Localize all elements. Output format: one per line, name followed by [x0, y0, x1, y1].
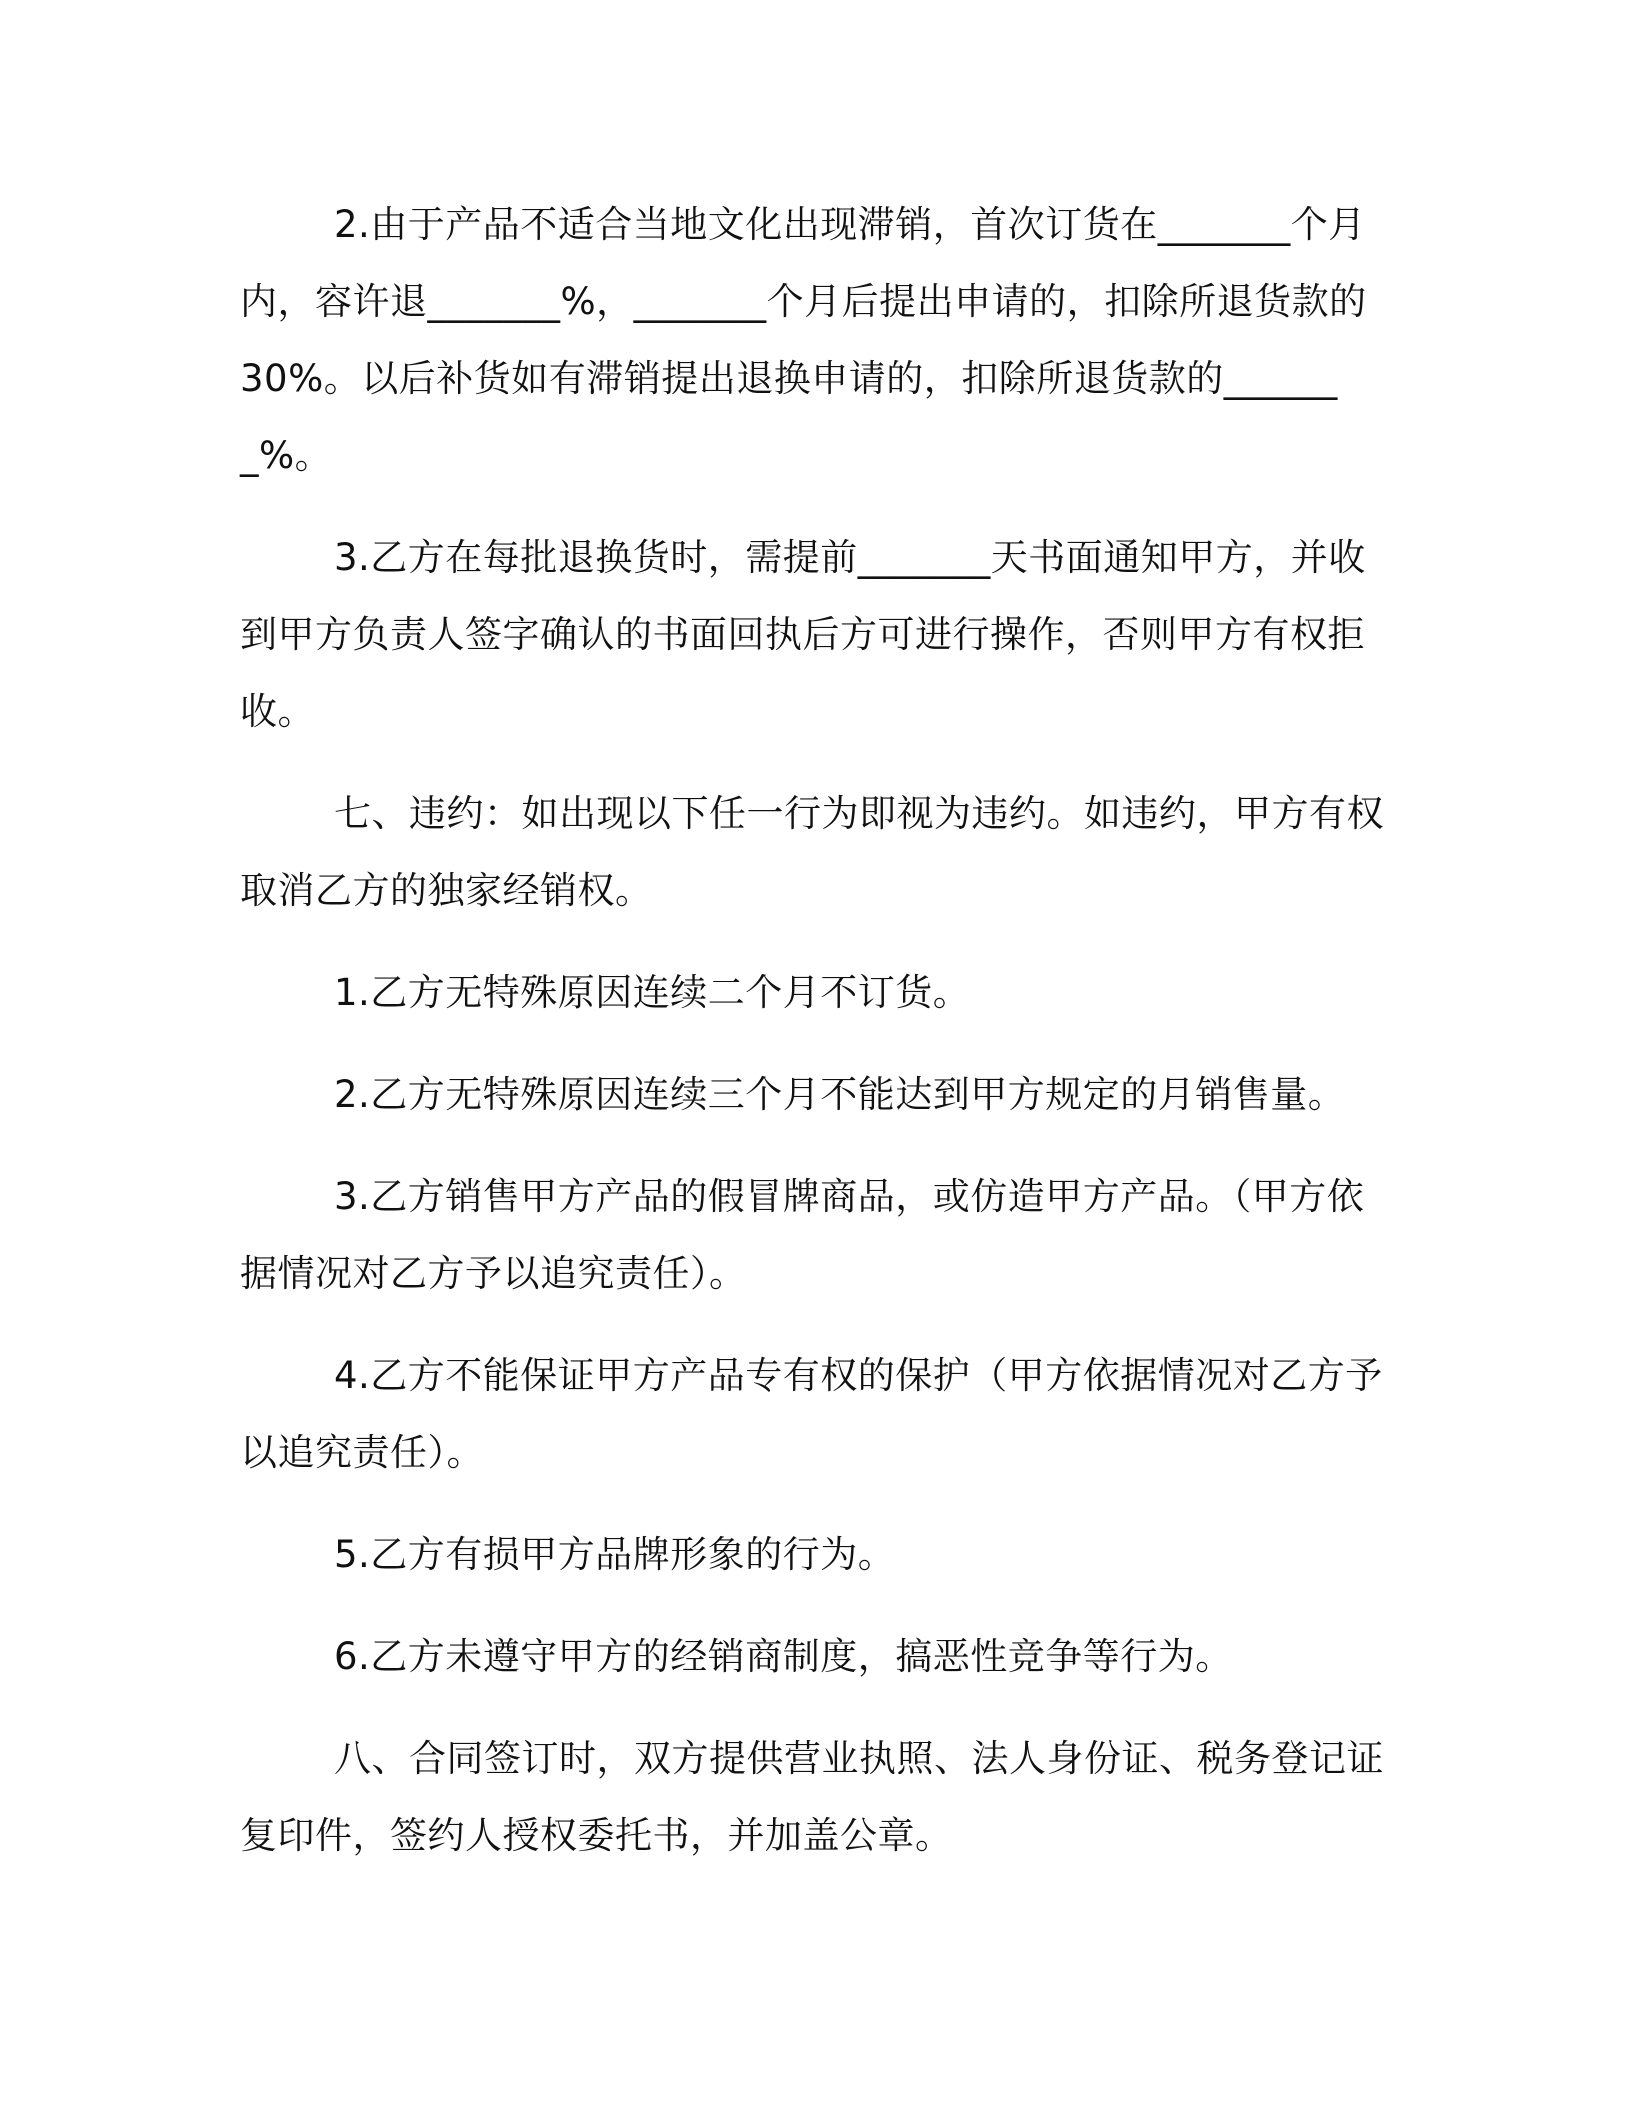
paragraph-return-notice: 3.乙方在每批退换货时，需提前_______天书面通知甲方，并收到甲方负责人签字确认的书面回执后方可进行操作，否则甲方有权拒收。	[240, 536, 1366, 733]
paragraph-return-terms: 2.由于产品不适合当地文化出现滞销，首次订货在_______个月内，容许退_______%，_______个月后提出申请的，扣除所退货款的30%。以后补货如有滞销提出退换申请的，扣除所退货款的_______%。	[240, 203, 1367, 477]
paragraph-breach-item-2: 2.乙方无特殊原因连续三个月不能达到甲方规定的月销售量。	[334, 1073, 1346, 1116]
paragraph-breach-heading: 七、违约：如出现以下任一行为即视为违约。如违约，甲方有权取消乙方的独家经销权。	[240, 792, 1384, 912]
document-body	[240, 186, 1390, 1899]
paragraph-breach-item-1: 1.乙方无特殊原因连续二个月不订货。	[334, 971, 971, 1014]
paragraph-breach-item-6: 6.乙方未遵守甲方的经销商制度，搞恶性竞争等行为。	[334, 1635, 1233, 1678]
paragraph-contract-signing: 八、合同签订时，双方提供营业执照、法人身份证、税务登记证复印件，签约人授权委托书，并加盖公章。	[240, 1737, 1384, 1857]
paragraph-breach-item-4: 4.乙方不能保证甲方产品专有权的保护（甲方依据情况对乙方予以追究责任）。	[240, 1354, 1383, 1474]
paragraph-breach-item-5: 5.乙方有损甲方品牌形象的行为。	[334, 1533, 896, 1576]
paragraph-breach-item-3: 3.乙方销售甲方产品的假冒牌商品，或仿造甲方产品。（甲方依据情况对乙方予以追究责任）。	[240, 1175, 1365, 1295]
